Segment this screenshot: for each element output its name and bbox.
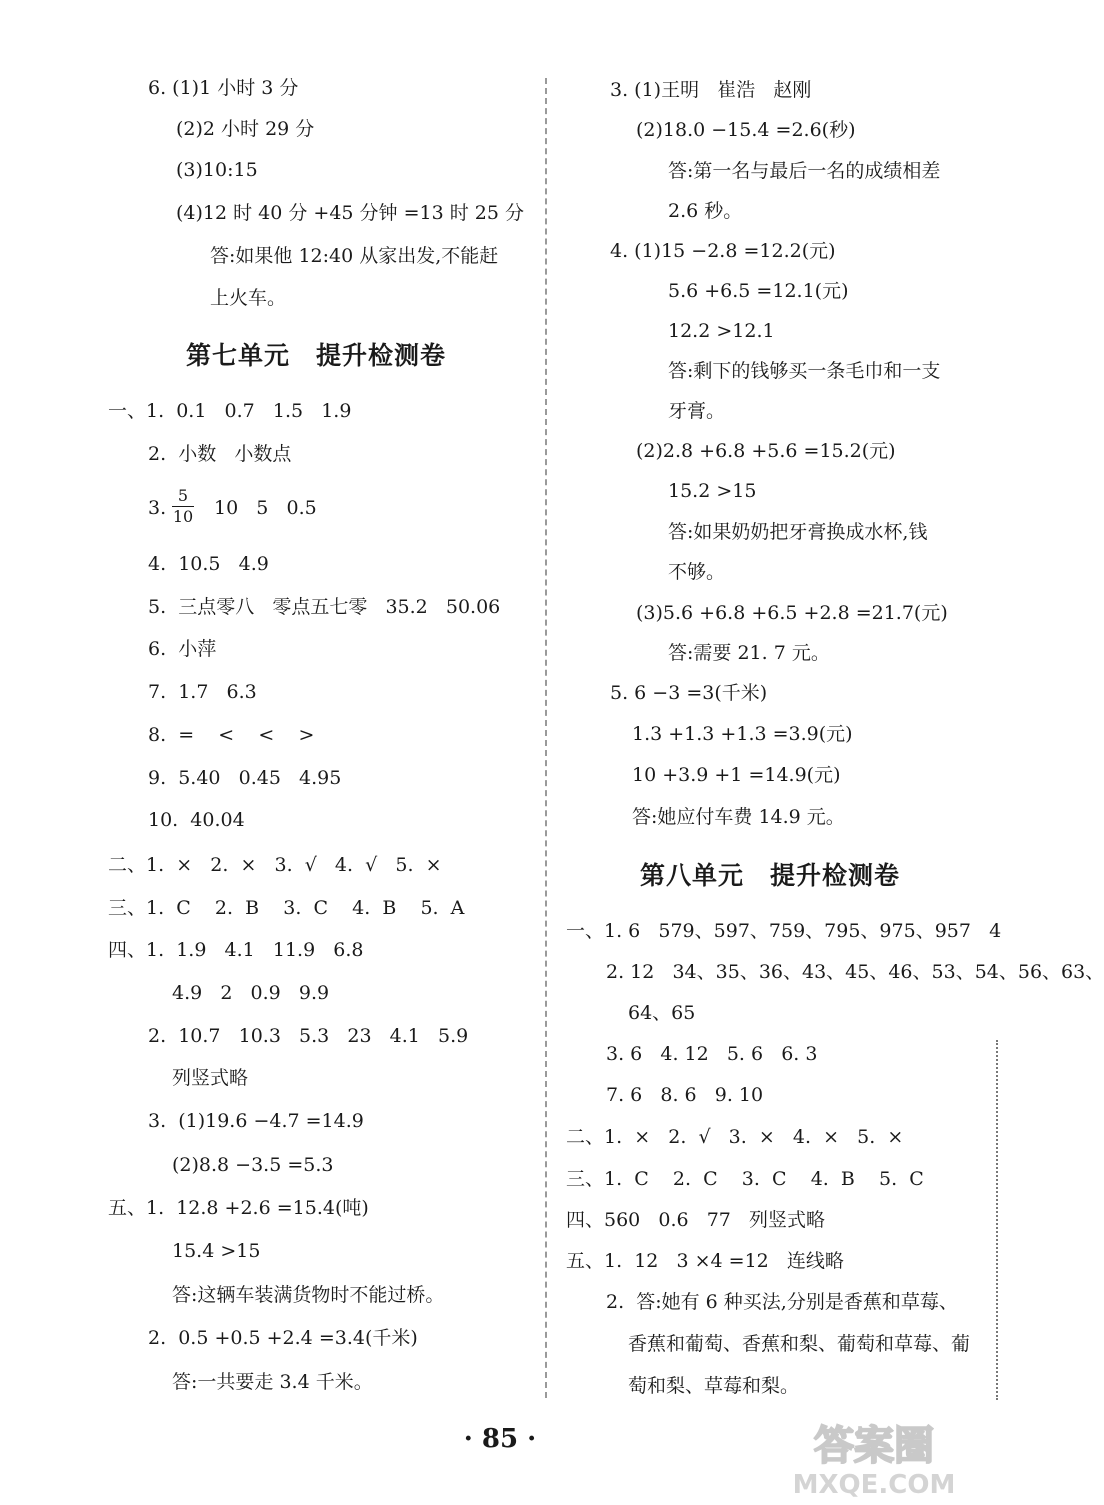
u8-sec5-q2-line3: 萄和梨、草莓和梨。: [628, 1375, 800, 1397]
q4-part1-compare: 12.2 >12.1: [668, 320, 775, 342]
q6-answer-line1: 答:如果他 12:40 从家出发,不能赶: [210, 245, 499, 267]
fraction: [172, 487, 194, 526]
q4-part2-answer-line2: 不够。: [668, 561, 726, 583]
q4-part2-answer-line1: 答:如果奶奶把牙膏换成水杯,钱: [668, 521, 928, 543]
q6-part2: (2)2 小时 29 分: [176, 118, 315, 140]
u8-sec4-answers: 四、560 0.6 77 列竖式略: [566, 1209, 826, 1231]
page-edge-mark: [996, 1040, 998, 1400]
sec5-q1-compare: 15.4 >15: [172, 1240, 261, 1262]
q4-part1: 4. (1)15 −2.8 =12.2(元): [610, 240, 836, 262]
u8-sec1-q2-line2: 64、65: [628, 1002, 696, 1024]
u8-sec1-q2: 2. 12 34、35、36、43、45、46、53、54、56、63、: [606, 961, 1104, 983]
u8-sec5-q2-line1: 2. 答:她有 6 种买法,分别是香蕉和草莓、: [606, 1291, 958, 1313]
unit8-title: 第八单元 提升检测卷: [640, 861, 901, 890]
sec1-q9: 9. 5.40 0.45 4.95: [148, 767, 342, 789]
u8-sec5-q2-line2: 香蕉和葡萄、香蕉和梨、葡萄和草莓、葡: [628, 1333, 971, 1355]
q5-answer: 答:她应付车费 14.9 元。: [632, 806, 845, 828]
sec1-q8: 8. = < < >: [148, 724, 315, 746]
sec3-answers: 三、1. C 2. B 3. C 4. B 5. A: [108, 897, 465, 919]
unit7-title: 第七单元 提升检测卷: [186, 341, 447, 370]
sec5-q1-answer: 答:这辆车装满货物时不能过桥。: [172, 1284, 445, 1306]
q5-line2: 1.3 +1.3 +1.3 =3.9(元): [632, 723, 853, 745]
watermark-logo: [754, 1415, 994, 1500]
q6-part4: (4)12 时 40 分 +45 分钟 =13 时 25 分: [176, 202, 524, 224]
q4-part3: (3)5.6 +6.8 +6.5 +2.8 =21.7(元): [636, 602, 948, 624]
u8-sec1-q1: 一、1. 6 579、597、759、795、975、957 4: [566, 920, 1002, 942]
sec4-q1: 四、1. 1.9 4.1 11.9 6.8: [108, 939, 364, 961]
column-divider: [545, 78, 547, 1398]
sec5-q2: 2. 0.5 +0.5 +2.4 =3.4(千米): [148, 1327, 418, 1349]
sec1-q10: 10. 40.04: [148, 809, 245, 831]
fraction-numerator: 5: [177, 486, 189, 505]
u8-sec5-q1: 五、1. 12 3 ×4 =12 连线略: [566, 1250, 844, 1272]
sec1-q6: 6. 小萍: [148, 638, 217, 660]
sec4-q2-note: 列竖式略: [172, 1067, 249, 1089]
u8-sec1-q7-9: 7. 6 8. 6 9. 10: [606, 1084, 764, 1106]
page-number: · 85 ·: [463, 1424, 537, 1454]
sec2-answers: 二、1. × 2. × 3. √ 4. √ 5. ×: [108, 854, 442, 876]
u8-sec1-q3-6: 3. 6 4. 12 5. 6 6. 3: [606, 1043, 818, 1065]
sec1-q3-label: 3.: [148, 497, 167, 519]
sec1-q4: 4. 10.5 4.9: [148, 553, 269, 575]
sec1-q1: 一、1. 0.1 0.7 1.5 1.9: [108, 400, 352, 422]
q6-answer-line2: 上火车。: [210, 287, 287, 309]
sec4-q1-line2: 4.9 2 0.9 9.9: [172, 982, 330, 1004]
watermark-logo-text: 答案圈: [814, 1423, 934, 1469]
q3-part1: 3. (1)王明 崔浩 赵刚: [610, 79, 812, 101]
q3-answer-line1: 答:第一名与最后一名的成绩相差: [668, 160, 941, 182]
q3-part2: (2)18.0 −15.4 =2.6(秒): [636, 119, 856, 141]
sec4-q2: 2. 10.7 10.3 5.3 23 4.1 5.9: [148, 1025, 469, 1047]
sec4-q3-part2: (2)8.8 −3.5 =5.3: [172, 1154, 334, 1176]
sec5-q2-answer: 答:一共要走 3.4 千米。: [172, 1371, 373, 1393]
u8-sec3-answers: 三、1. C 2. C 3. C 4. B 5. C: [566, 1168, 924, 1190]
q6-part1: 6. (1)1 小时 3 分: [148, 77, 299, 99]
q4-part3-answer: 答:需要 21. 7 元。: [668, 642, 830, 664]
watermark-domain: MXQE.COM: [792, 1470, 956, 1500]
q6-part3: (3)10:15: [176, 159, 258, 181]
sec1-q2: 2. 小数 小数点: [148, 443, 292, 465]
sec5-q1: 五、1. 12.8 +2.6 =15.4(吨): [108, 1197, 369, 1219]
sec4-q3: 3. (1)19.6 −4.7 =14.9: [148, 1110, 364, 1132]
q4-part2: (2)2.8 +6.8 +5.6 =15.2(元): [636, 440, 896, 462]
q4-part1-calc: 5.6 +6.5 =12.1(元): [668, 280, 849, 302]
q4-part1-answer-line2: 牙膏。: [668, 400, 726, 422]
q4-part1-answer-line1: 答:剩下的钱够买一条毛巾和一支: [668, 360, 941, 382]
sec1-q7: 7. 1.7 6.3: [148, 681, 257, 703]
q4-part2-compare: 15.2 >15: [668, 480, 757, 502]
q5-line3: 10 +3.9 +1 =14.9(元): [632, 764, 841, 786]
q3-answer-line2: 2.6 秒。: [668, 200, 743, 222]
sec1-q3-rest: 10 5 0.5: [214, 497, 317, 519]
fraction-denominator: 10: [172, 507, 194, 526]
q5-line1: 5. 6 −3 =3(千米): [610, 682, 768, 704]
u8-sec2-answers: 二、1. × 2. √ 3. × 4. × 5. ×: [566, 1126, 904, 1148]
sec1-q5: 5. 三点零八 零点五七零 35.2 50.06: [148, 596, 501, 618]
